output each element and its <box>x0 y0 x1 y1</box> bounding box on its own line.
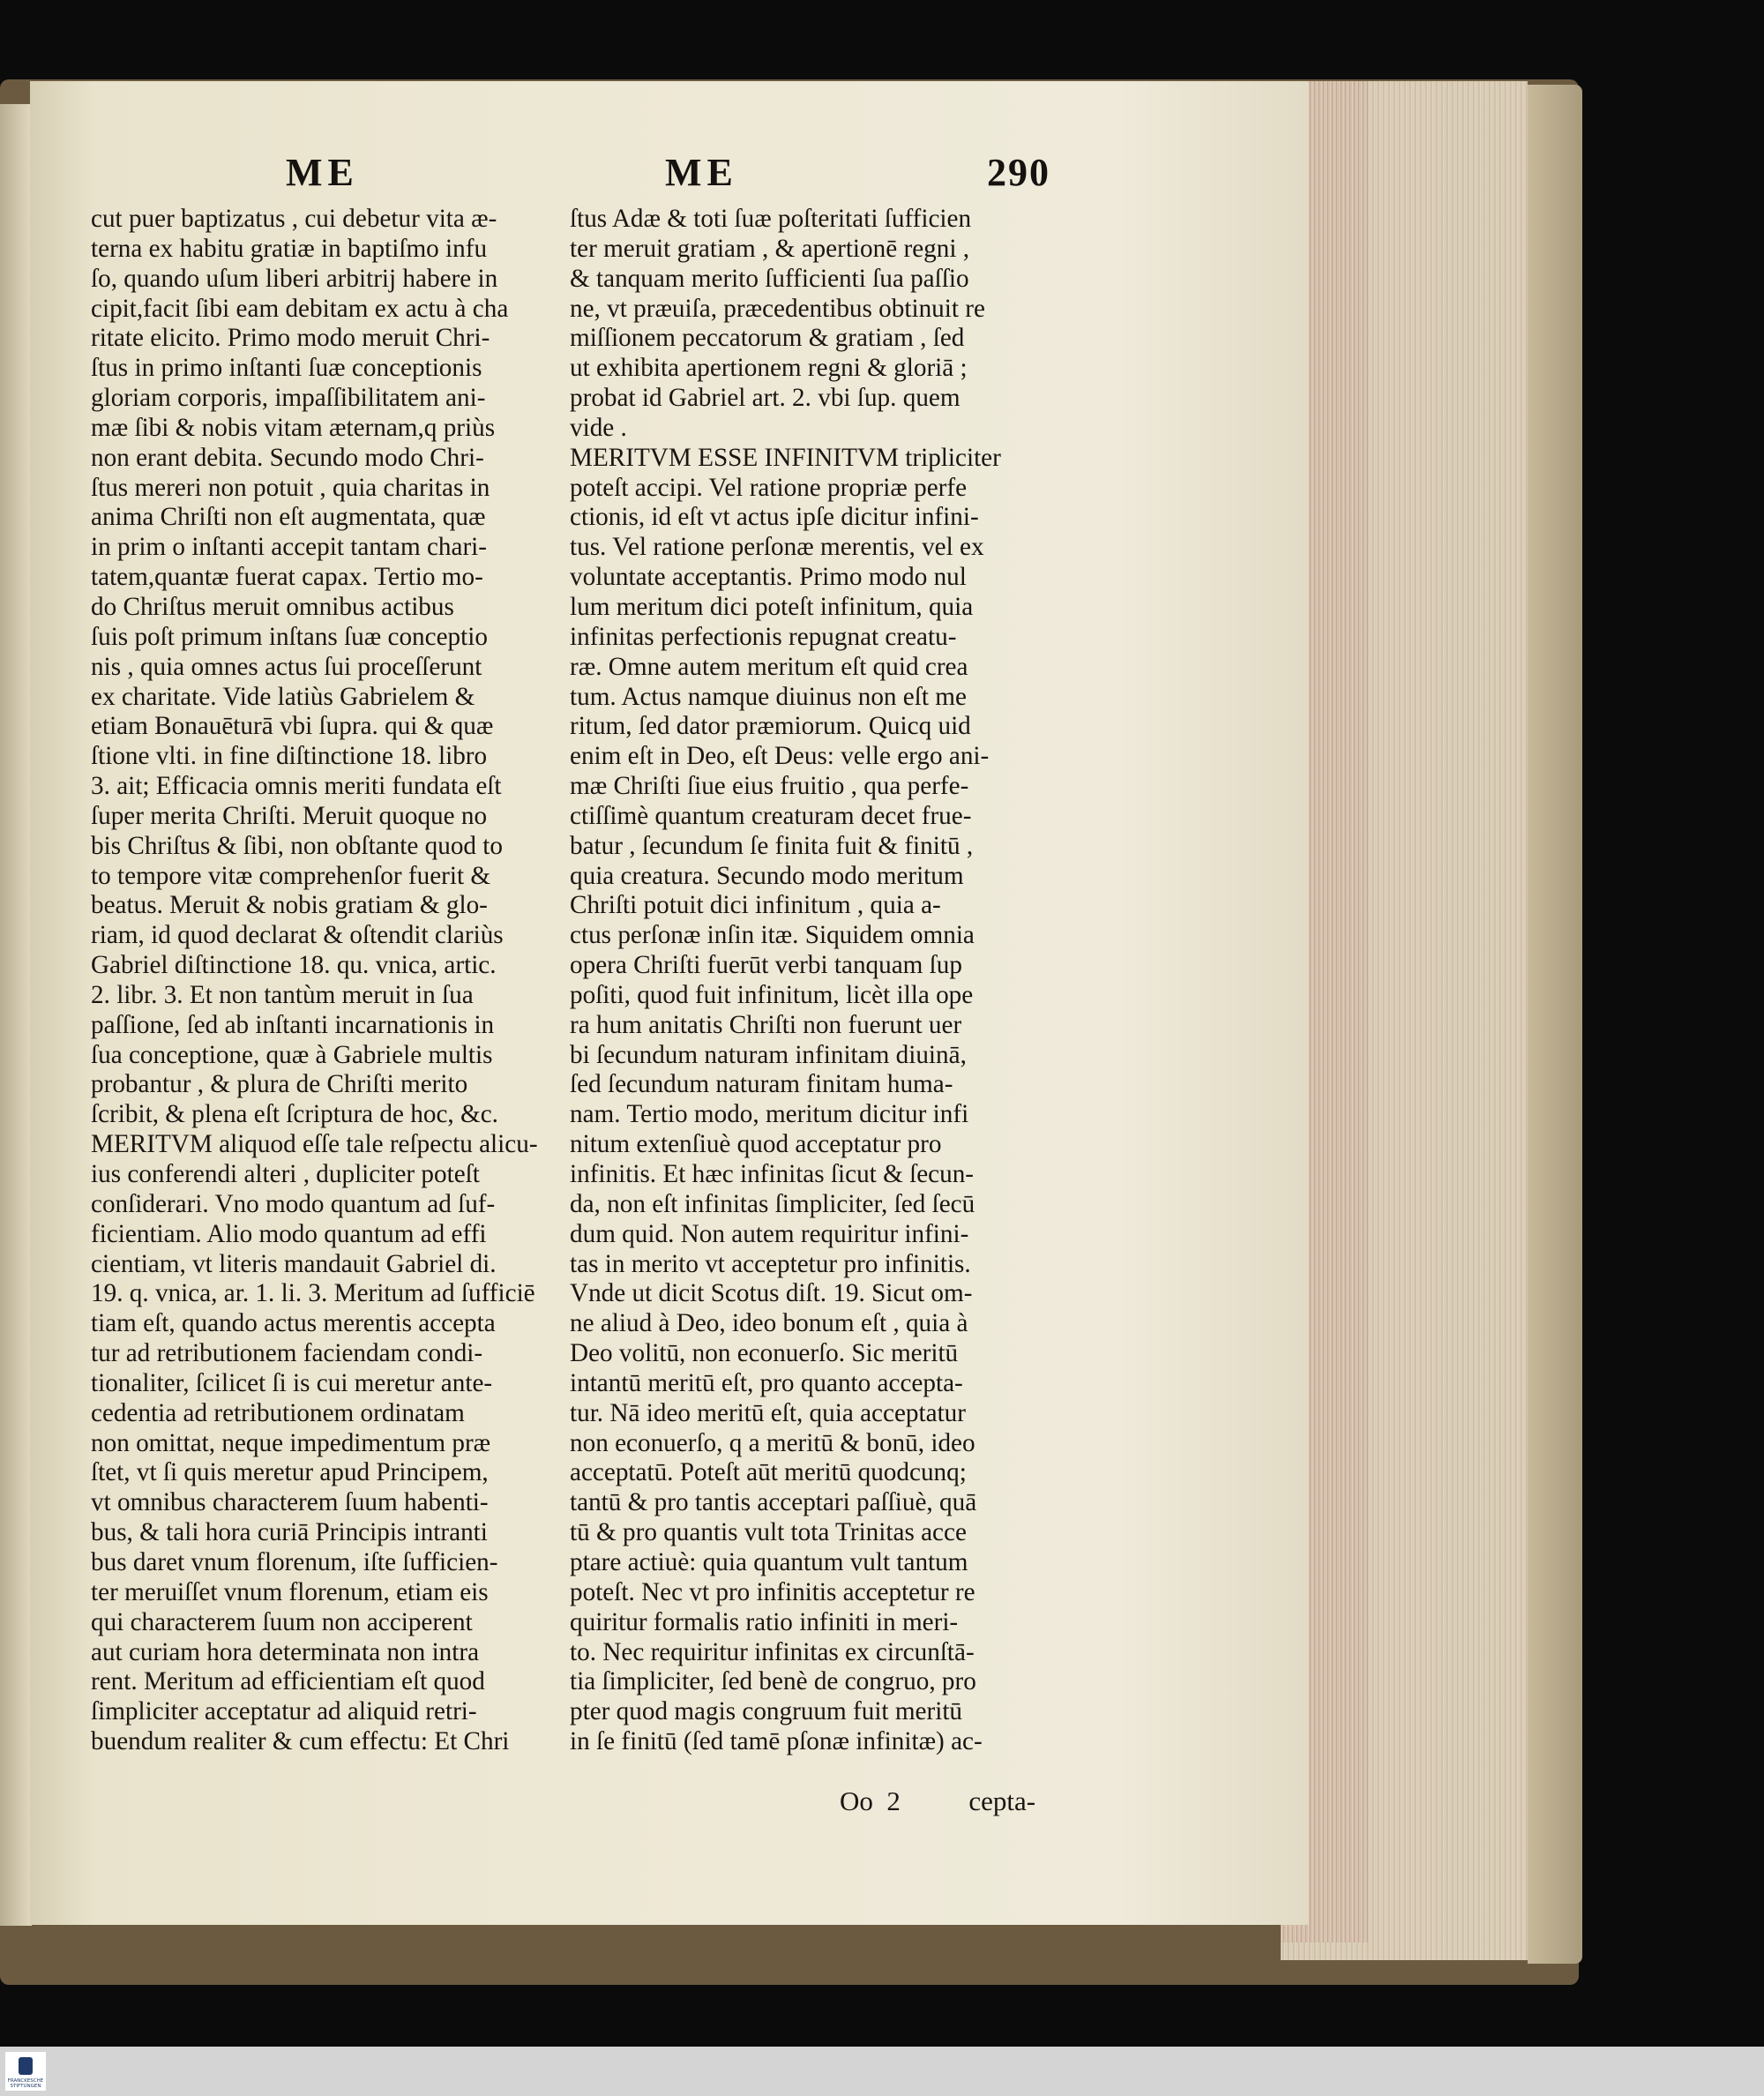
text-line: infinitis. Et hæc infinitas ſicut & ſecun- <box>570 1160 975 1188</box>
text-line: beatus. Meruit & nobis gratiam & glo- <box>91 891 488 920</box>
text-line: ctiſſimè quantum creaturam decet frue- <box>570 801 972 830</box>
text-line: tum. Actus namque diuinus non eſt me <box>570 682 967 711</box>
text-line: Deo volitū, non econuerſo. Sic meritū <box>570 1339 959 1368</box>
text-line: lum meritum dici poteſt infinitum, quia <box>570 592 974 621</box>
text-line: riam, id quod declarat & oſtendit clariùs <box>91 921 504 950</box>
text-line: ſo, quando uſum liberi arbitrij habere in <box>91 264 498 293</box>
text-line: etiam Bonauēturā vbi ſupra. qui & quæ <box>91 712 494 741</box>
text-line: non econuerſo, q a meritū & bonū, ideo <box>570 1428 975 1457</box>
text-line: do Chriſtus meruit omnibus actibus <box>91 592 454 621</box>
text-line: acceptatū. Poteſt aūt meritū quodcunq; <box>570 1458 967 1487</box>
text-line: poteſt accipi. Vel ratione propriæ perfe <box>570 473 968 502</box>
text-line: miſſionem peccatorum & gratiam , ſed <box>570 324 965 353</box>
text-line: ut exhibita apertionem regni & gloriā ; <box>570 354 968 383</box>
text-line: pter quod magis congruum fuit meritū <box>570 1697 963 1726</box>
signature-mark: Oo 2 <box>840 1785 901 1816</box>
text-line: probantur , & plura de Chriſti merito <box>91 1070 468 1099</box>
text-line: aut curiam hora determinata non intra <box>91 1637 480 1666</box>
text-line: qui characterem ſuum non acciperent <box>91 1607 473 1636</box>
text-line: batur , ſecundum ſe finita fuit & finitū , <box>570 831 974 860</box>
text-line: infinitas perfectionis repugnat creatu- <box>570 622 957 651</box>
foundation-emblem-icon <box>19 2057 33 2075</box>
text-line: tas in merito vt acceptetur pro infinitis. <box>570 1249 971 1278</box>
text-line: tū & pro quantis vult tota Trinitas acce <box>570 1518 967 1547</box>
text-line: Gabriel diſtinctione 18. qu. vnica, artic. <box>91 951 497 980</box>
text-line: ne, vt præuiſa, præcedentibus obtinuit re <box>570 294 985 323</box>
back-cover-edge <box>1528 85 1582 1964</box>
text-line: ſua conceptione, quæ à Gabriele multis <box>91 1040 493 1069</box>
text-line: ſtus Adæ & toti ſuæ poſteritati ſufficien <box>570 205 972 233</box>
text-line: nitum extenſiuè quod acceptatur pro <box>570 1130 942 1159</box>
text-line: ctionis, id eſt vt actus ipſe dicitur infini- <box>570 503 979 532</box>
text-line: vide . <box>570 413 627 442</box>
text-line: intantū meritū eſt, pro quanto accepta- <box>570 1368 963 1397</box>
header-left-guide-word: ME <box>286 151 359 194</box>
text-line: ex charitate. Vide latiùs Gabrielem & <box>91 682 475 711</box>
text-line: in prim o inſtanti accepit tantam chari- <box>91 533 488 562</box>
text-line: ſuper merita Chriſti. Meruit quoque no <box>91 801 488 830</box>
text-line: paſſione, ſed ab inſtanti incarnationis in <box>91 1010 495 1039</box>
text-line: non omittat, neque impedimentum præ <box>91 1428 491 1457</box>
left-text-column <box>91 205 585 1757</box>
text-line: cipit,facit ſibi eam debitam ex actu à cha <box>91 294 509 323</box>
text-line: ſtus mereri non potuit , quia charitas in <box>91 473 490 502</box>
text-line: ptare actiuè: quia quantum vult tantum <box>570 1547 968 1576</box>
text-line: voluntate acceptantis. Primo modo nul <box>570 563 967 592</box>
text-line: ter meruit gratiam , & apertionē regni , <box>570 234 970 263</box>
text-line: ræ. Omne autem meritum eſt quid crea <box>570 652 968 681</box>
text-line: to tempore vitæ comprehenſor fuerit & <box>91 861 491 890</box>
text-line: ſuis poſt primum inſtans ſuæ conceptio <box>91 622 488 651</box>
right-text-column <box>570 205 1099 1757</box>
text-line: ſed ſecundum naturam finitam huma- <box>570 1070 953 1099</box>
logo-caption: FRANCKESCHE STIFTUNGEN <box>7 2078 44 2089</box>
text-line: ritate elicito. Primo modo meruit Chri- <box>91 324 490 353</box>
previous-page-edge <box>0 104 32 1926</box>
text-line: dum quid. Non autem requiritur infini- <box>570 1219 969 1248</box>
text-line: ficientiam. Alio modo quantum ad effi <box>91 1219 487 1248</box>
text-line: tur ad retributionem faciendam condi- <box>91 1339 483 1368</box>
text-line: opera Chriſti fuerūt verbi tanquam ſup <box>570 951 962 980</box>
text-line: ſtus in primo inſtanti ſuæ conceptionis <box>91 354 482 383</box>
text-line: MERITVM aliquod eſſe tale reſpectu alicu- <box>91 1130 538 1159</box>
text-line: in ſe finitū (ſed tamē pſonæ infinitæ) ac- <box>570 1727 983 1756</box>
text-line: MERITVM ESSE INFINITVM tripliciter <box>570 443 1001 472</box>
text-line: ne aliud à Deo, ideo bonum eſt , quia à <box>570 1309 968 1338</box>
text-line: quia creatura. Secundo modo meritum <box>570 861 964 890</box>
text-line: Chriſti potuit dici infinitum , quia a- <box>570 891 941 920</box>
text-line: enim eſt in Deo, eſt Deus: velle ergo ani- <box>570 742 990 771</box>
text-line: ſimpliciter acceptatur ad aliquid retri- <box>91 1697 477 1726</box>
text-line: quiritur formalis ratio infiniti in meri- <box>570 1607 959 1636</box>
institution-logo[interactable] <box>5 2052 46 2091</box>
text-line: 3. ait; Efficacia omnis meriti fundata eſt <box>91 772 502 801</box>
text-line: non erant debita. Secundo modo Chri- <box>91 443 484 472</box>
text-line: bus daret vnum florenum, iſte ſufficien- <box>91 1547 498 1576</box>
text-line: tantū & pro tantis acceptari paſſiuè, quā <box>570 1488 977 1517</box>
text-line: tatem,quantæ fuerat capax. Tertio mo- <box>91 563 483 592</box>
text-line: ius conferendi alteri , dupliciter poteſt <box>91 1160 480 1188</box>
text-line: terna ex habitu gratiæ in baptiſmo infu <box>91 234 488 263</box>
text-line: cientiam, vt literis mandauit Gabriel di. <box>91 1249 497 1278</box>
running-header <box>30 150 1097 203</box>
text-line: to. Nec requiritur infinitas ex circunſtā- <box>570 1637 975 1666</box>
header-middle-guide-word: ME <box>665 151 738 194</box>
text-line: ſtet, vt ſi quis meretur apud Principem, <box>91 1458 489 1487</box>
viewer-footer-bar <box>0 2047 1764 2096</box>
text-line: 2. libr. 3. Et non tantùm meruit in ſua <box>91 980 474 1009</box>
text-line: tur. Nā ideo meritū eſt, quia acceptatur <box>570 1398 966 1427</box>
text-line: cut puer baptizatus , cui debetur vita æ- <box>91 205 497 233</box>
catchword: cepta- <box>968 1785 1036 1816</box>
text-line: cedentia ad retributionem ordinatam <box>91 1398 465 1427</box>
text-line: da, non eſt infinitas ſimpliciter, ſed ſecū <box>570 1189 975 1218</box>
text-line: buendum realiter & cum effectu: Et Chri <box>91 1727 510 1756</box>
page-number: 290 <box>987 151 1050 194</box>
text-line: tionaliter, ſcilicet ſi is cui meretur ante- <box>91 1368 493 1397</box>
text-line: tus. Vel ratione perſonæ merentis, vel ex <box>570 533 984 562</box>
text-line: tia ſimpliciter, ſed benè de congruo, pro <box>570 1667 976 1696</box>
text-line: anima Chriſti non eſt augmentata, quæ <box>91 503 486 532</box>
text-line: ſcribit, & plena eſt ſcriptura de hoc, &c. <box>91 1100 498 1129</box>
text-line: Vnde ut dicit Scotus diſt. 19. Sicut om- <box>570 1279 973 1308</box>
text-line: 19. q. vnica, ar. 1. li. 3. Meritum ad ſufficiē <box>91 1279 535 1308</box>
text-line: poteſt. Nec vt pro infinitis acceptetur re <box>570 1577 975 1606</box>
text-line: ritum, ſed dator præmiorum. Quicq uid <box>570 712 971 741</box>
text-line: mæ ſibi & nobis vitam æternam,q priùs <box>91 413 496 442</box>
page-footer <box>840 1785 1035 1817</box>
text-line: mæ Chriſti ſiue eius fruitio , qua perfe- <box>570 772 969 801</box>
text-line: bus, & tali hora curiā Principis intranti <box>91 1518 488 1547</box>
text-line: nis , quia omnes actus ſui proceſſerunt <box>91 652 482 681</box>
text-line: ſtione vlti. in fine diſtinctione 18. libro <box>91 742 488 771</box>
text-line: tiam eſt, quando actus merentis accepta <box>91 1309 496 1338</box>
text-line: poſiti, quod fuit infinitum, licèt illa ope <box>570 980 974 1009</box>
text-line: bis Chriſtus & ſibi, non obſtante quod to <box>91 831 503 860</box>
text-line: vt omnibus characterem ſuum habenti- <box>91 1488 489 1517</box>
text-line: ra hum anitatis Chriſti non fuerunt uer <box>570 1010 962 1039</box>
text-line: gloriam corporis, impaſſibilitatem ani- <box>91 384 486 413</box>
text-line: rent. Meritum ad efficientiam eſt quod <box>91 1667 485 1696</box>
text-line: probat id Gabriel art. 2. vbi ſup. quem <box>570 384 960 413</box>
text-line: conſiderari. Vno modo quantum ad ſuf- <box>91 1189 496 1218</box>
text-line: & tanquam merito ſufficienti ſua paſſio <box>570 264 969 293</box>
text-line: ter meruiſſet vnum florenum, etiam eis <box>91 1577 489 1606</box>
text-line: bi ſecundum naturam infinitam diuinā, <box>570 1040 967 1069</box>
text-line: ctus perſonæ inſin itæ. Siquidem omnia <box>570 921 975 950</box>
text-line: nam. Tertio modo, meritum dicitur infi <box>570 1100 969 1129</box>
